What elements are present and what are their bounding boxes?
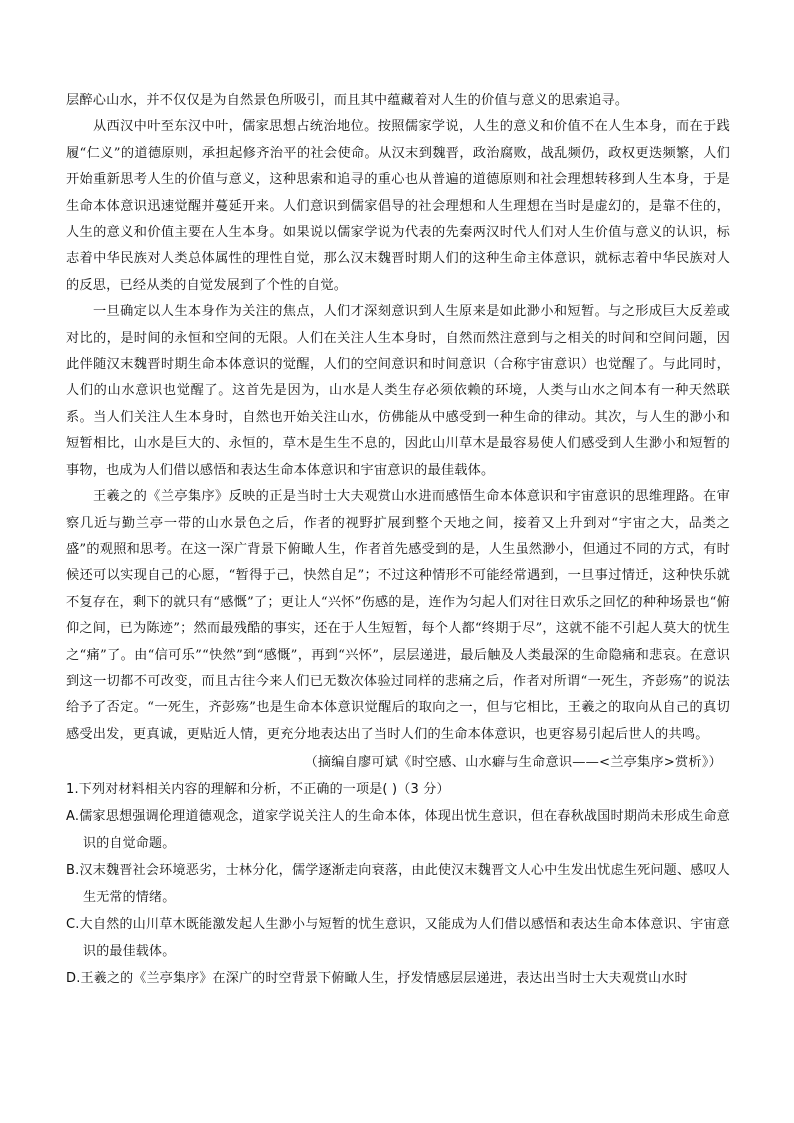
passage-paragraph-continued: 层醉心山水，并不仅仅是为自然景色所吸引，而且其中蕴藏着对人生的价值与意义的思索追寻。 bbox=[66, 93, 629, 108]
option-b: B.汉末魏晋社会环境恶劣，士林分化，儒学逐渐走向衰落，由此使汉末魏晋文人心中生发出忧虑生死问题、感叹人生无常的情绪。 bbox=[66, 863, 730, 906]
passage-paragraph: 一旦确定以人生本身作为关注的焦点，人们才深刻意识到人生原来是如此渺小和短暂。与之形成巨大反差或对比的，是时间的永恒和空间的无限。人们在关注人生本身时，自然而然注意到与之相关的时间和空间问题，因此伴随汉末魏晋时期生命本体意识的觉醒，人们的空间意识和时间意识（合称宇宙意识）也觉醒了。与此同时，人们的山水意识也觉醒了。这首先是因为，山水是人类生存必须依赖的环境，人类与山水之间本有一种天然联系。当人们关注人生本身时，自然也开始关注山水，仿佛能从中感受到一种生命的律动。其次，与人生的渺小和短暂相比，山水是巨大的、永恒的，草木是生生不息的，因此山川草木是最容易使人们感受到人生渺小和短暂的事物，也成为人们借以感悟和表达生命本体意识和宇宙意识的最佳载体。 bbox=[66, 304, 730, 478]
source-citation: （摘编自廖可斌《时空感、山水癖与生命意识——<兰亭集序>赏析》） bbox=[304, 755, 722, 771]
passage-paragraph: 王羲之的《兰亭集序》反映的正是当时士大夫观赏山水进而感悟生命本体意识和宇宙意识的思维理路。在审察几近与勤兰亭一带的山水景色之后，作者的视野扩展到整个天地之间，接着又上升到对“宇宙之大，品类之盛”的观照和思考。在这一深广背景下俯瞰人生，作者首先感受到的是，人生虽然渺小，但通过不同的方式，有时候还可以实现自己的心愿，“暂得于己，快然自足”；不过这种情形不可能经常遇到，一旦事过情迁，这种快乐就不复存在，剩下的就只有“感慨”了；更让人“兴怀”伤感的是，连作为匀起人们对往日欢乐之回忆的种种场景也“俯仰之间，已为陈迹”；然而最残酷的事实，还在于人生短暂，每个人都“终期于尽”，这就不能不引起人莫大的忧生之“痛”了。由“信可乐”“快然”到“感慨”，再到“兴怀”，层层递进，最后触及人类最深的生命隐痛和悲哀。在意识到这一切都不可改变，而且古往今来人们已无数次体验过同样的悲痛之后，作者对所谓“一死生，齐彭殇”的说法给予了否定。“一死生，齐彭殇”也是生命本体意识觉醒后的取向之一，但与它相比，王羲之的取向从自己的真切感受出发，更真诚，更贴近人情，更充分地表达出了当时人们的生命本体意识，也更容易引起后世人的共鸣。 bbox=[66, 489, 730, 742]
option-c: C.大自然的山川草木既能激发起人生渺小与短暂的忧生意识，又能成为人们借以感悟和表达生命本体意识、宇宙意识的最佳载体。 bbox=[66, 917, 730, 960]
question-stem: 1.下列对材料相关内容的理解和分析，不正确的一项是( )（3 分） bbox=[66, 781, 450, 797]
option-a: A.儒家思想强调伦理道德观念，道家学说关注人的生命本体，体现出忧生意识，但在春秋战国时期尚未形成生命意识的自觉命题。 bbox=[66, 809, 730, 852]
passage-paragraph: 从西汉中叶至东汉中叶，儒家思想占统治地位。按照儒家学说，人生的意义和价值不在人生本身，而在于践履“仁义”的道德原则，承担起修齐治平的社会使命。从汉末到魏晋，政治腐败，战乱频仍，政权更迭频繁，人们开始重新思考人生的价值与意义，这种思索和追寻的重心也从普遍的道德原则和社会理想转移到人生本身，于是生命本体意识迅速觉醒并蔓延开来。人们意识到儒家倡导的社会理想和人生理想在当时是虚幻的，是靠不住的，人生的意义和价值主要在人生本身。如果说以儒家学说为代表的先秦两汉时代人们对人生价值与意义的认识，标志着中华民族对人类总体属性的理性自觉，那么汉末魏晋时期人们的这种生命主体意识，就标志着中华民族对人的反思，已经从类的自觉发展到了个性的自觉。 bbox=[66, 119, 730, 293]
option-d: D.王羲之的《兰亭集序》在深广的时空背景下俯瞰人生，抒发情感层层递进，表达出当时士大夫观赏山水时 bbox=[66, 971, 688, 987]
document-page bbox=[66, 88, 730, 992]
